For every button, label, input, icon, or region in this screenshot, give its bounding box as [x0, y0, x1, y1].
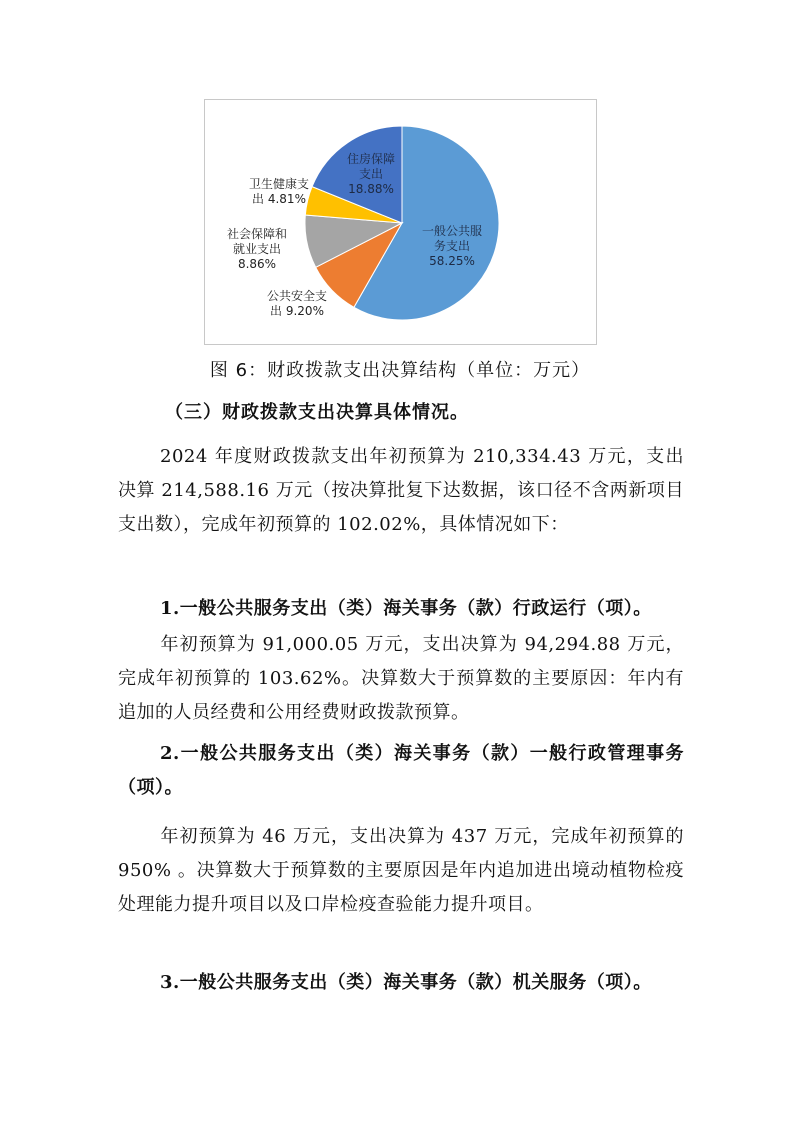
paragraph-text: 年初预算为 91,000.05 万元，支出决算为 94,294.88 万元，完成年初预算的 103.62%。决算数大于预算数的主要原因：年内有追加的人员经费和公用经费财政拨款预算。 [118, 634, 684, 723]
pie-slice-label-4: 卫生健康支出 4.81% [248, 177, 310, 206]
section-heading: （三）财政拨款支出决算具体情况。 [165, 402, 469, 423]
paragraph-item-1 [118, 628, 684, 730]
pie-chart-frame [204, 99, 597, 345]
figure-caption: 图 6：财政拨款支出决算结构（单位：万元） [209, 360, 591, 381]
item-heading-text: 1.一般公共服务支出（类）海关事务（款）行政运行（项）。 [160, 598, 652, 619]
item-heading-text: 2.一般公共服务支出（类）海关事务（款）一般行政管理事务（项）。 [118, 743, 684, 798]
paragraph-text: 2024 年度财政拨款支出年初预算为 210,334.43 万元，支出决算 214,588.16 万元（按决算批复下达数据，该口径不含两新项目支出数），完成年初预算的 102.02%，具体情况如下： [118, 446, 684, 535]
pie-slice-label-3: 社会保障和就业支出 8.86% [226, 227, 288, 271]
paragraph-item-2 [118, 820, 684, 922]
paragraph-summary [118, 440, 684, 542]
item-heading-1 [118, 592, 684, 626]
pie-slice-label-2: 公共安全支出 9.20% [266, 289, 328, 318]
pie-slice-label-5: 住房保障支出 18.88% [346, 152, 396, 196]
item-heading-text: 3.一般公共服务支出（类）海关事务（款）机关服务（项）。 [160, 972, 652, 993]
item-heading-3 [118, 966, 684, 1000]
paragraph-text: 年初预算为 46 万元，支出决算为 437 万元，完成年初预算的 950% 。决算数大于预算数的主要原因是年内追加进出境动植物检疫处理能力提升项目以及口岸检疫查验能力提升项目。 [118, 826, 684, 915]
pie-chart [205, 100, 598, 346]
pie-slice-label-1: 一般公共服务支出 58.25% [421, 224, 483, 268]
item-heading-2 [118, 737, 684, 805]
